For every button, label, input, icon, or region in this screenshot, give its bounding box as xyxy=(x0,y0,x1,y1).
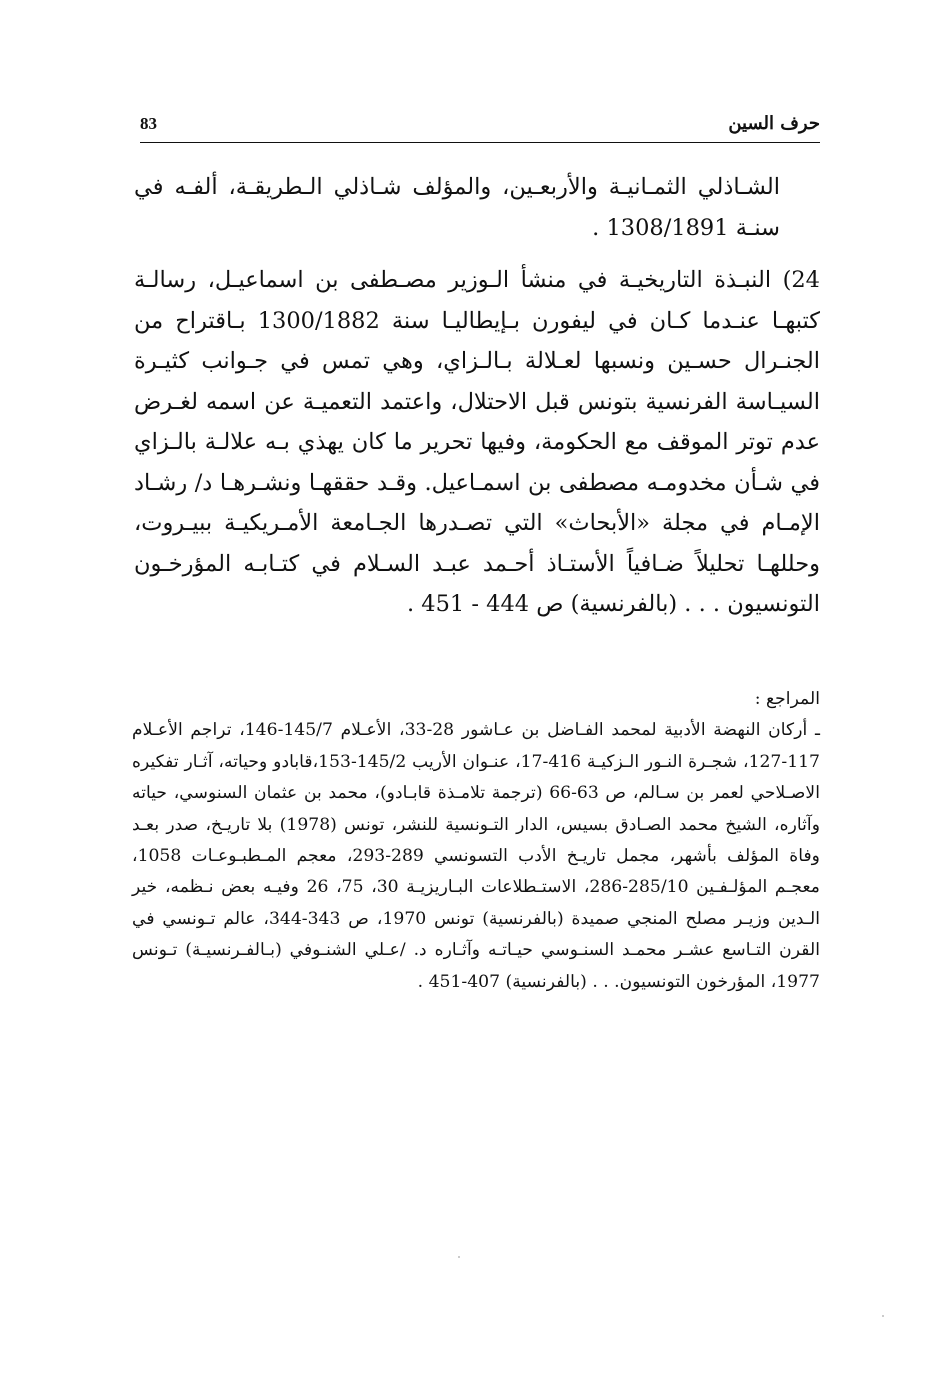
header-rule xyxy=(140,142,820,143)
scan-speck xyxy=(882,1315,884,1317)
page-header xyxy=(140,108,820,138)
references-section xyxy=(132,684,820,998)
page-number: 83 xyxy=(140,114,157,133)
running-title: حرف السين xyxy=(728,113,820,134)
entry-item-24 xyxy=(134,260,820,625)
references-body: ـ أركان النهضة الأدبية لمحمد الفـاضل بن عـاشور 28-33، الأعـلام 145/7-146، تراجم الأعـلام 117-127، شجـرة النـور الـزكيـة 416-17، عنـوان الأريب 145/2-153،قابادو وحياته، آثـار تفكيره الاصـلاحي لعمر بن سـالم، ص 63-66 (ترجمة تلامـذة قابـادو)، محمد بن عثمان السنوسي، حياته وآثاره، الشيخ محمد الصـادق بسيس، الدار التـونسية للنشر، تونس (1978) بلا تاريـخ، صدر بعـد وفاة المؤلف بأشهر، مجمل تاريـخ الأدب التسونسي 289-293، معجم المـطبـوعـات 1058، معجـم المؤلـفـين 285/10-286، الاستـطلاعات البـاريزيـة 30، 75، 26 وفيـه بعض نـظمه، خير الـدين وزيـر مصلح المنجي صميدة (بالفرنسية) تونس 1970، ص 343-344، عالم تـونسي في القرن التـاسع عشـر محمـد السنـوسي حيـاتـه وآثـاره د. /عـلي الشنـوفي (بـالفـرنسيـة) تـونس 1977، المؤرخون التونسيون. . . (بالفرنسية) 407-451 . xyxy=(132,720,820,992)
entry-number: 24) xyxy=(782,267,820,293)
entry-text: النبـذة التاريخيـة في منشأ الـوزير مصـطفى بن اسماعيـل، رسالـة كتبهـا عنـدما كـان في ليفورن بـإيطاليـا سنة 1300/1882 بـاقتراح من الجنـرال حسـين ونسبها لعـلالة بـالـزاي، وهي تمس في جـوانب كثيـرة السيـاسة الفرنسية بتونس قبل الاحتلال، واعتمد التعميـة عن اسمه لغـرض عدم توتر الموقف مع الحكومة، وفيها تحرير ما كان يهذي بـه علالـة بالـزاي في شـأن مخدومـه مصطفى بن اسمـاعيل. وقـد حققهـا ونشـرهـا د/ رشـاد الإمـام في مجلة «الأبحاث» التي تصـدرها الجـامعة الأمـريكيـة ببيـروت، وحللهـا تحليلاً ضـافياً الأستـاذ أحـمد عبـد السـلام في كتـابـه المؤرخـون التونسيون . . . (بالفرنسية) ص 444 - 451 . xyxy=(134,267,821,617)
references-heading: المراجع : xyxy=(754,689,820,709)
scan-speck xyxy=(458,1256,460,1258)
continuation-paragraph: الشـاذلي الثمـانيـة والأربعـين، والمؤلف شـاذلي الـطريقـة، ألفـه في سنـة 1308/1891 . xyxy=(134,174,780,241)
